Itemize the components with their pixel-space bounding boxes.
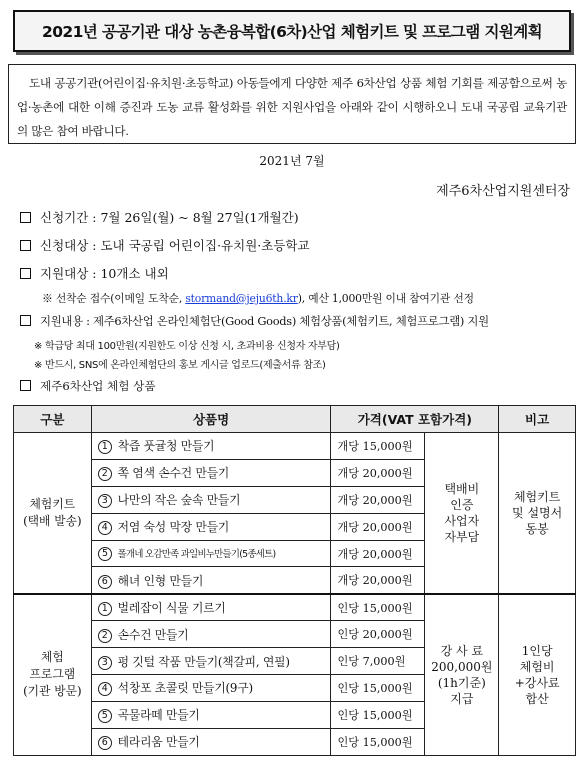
category-line: (택배 발송) [23, 513, 82, 528]
target-text: 신청대상 : 도내 국공립 어린이집·유치원·초등학교 [40, 238, 310, 253]
shipping-fee-line: 택배비 [444, 481, 480, 496]
remark-line: 1인당 [521, 643, 553, 658]
price-cell: 인당 15,000원 [331, 594, 425, 621]
category-line: 체험키트 [29, 496, 76, 511]
scale-note-suffix: ), 예산 1,000만원 이내 참여기관 선정 [297, 292, 474, 305]
remark-line: 합산 [525, 691, 549, 706]
item-number-badge: 5 [98, 547, 112, 561]
price-cell: 개당 20,000원 [331, 567, 425, 594]
price-cell: 인당 20,000원 [331, 621, 425, 648]
item-number-badge: 3 [98, 656, 112, 670]
product-name-cell [91, 567, 331, 594]
category-cell [14, 594, 92, 755]
price-cell: 개당 20,000원 [331, 513, 425, 540]
item-number-badge: 3 [98, 494, 112, 508]
product-name: 해녀 인형 만들기 [117, 573, 204, 588]
item-number-badge: 4 [98, 521, 112, 535]
table-header-row [14, 406, 576, 433]
shipping-fee-line: 200,000원 [431, 659, 493, 674]
document-title: 2021년 공공기관 대상 농촌융복합(6차)산업 체험키트 및 프로그램 지원계획 [13, 10, 571, 52]
product-name: 착즙 풋귤청 만들기 [117, 439, 215, 454]
item-number-badge: 1 [98, 440, 112, 454]
header-price: 가격(VAT 포함가격) [331, 406, 499, 433]
product-name-cell [91, 513, 331, 540]
content-note-2: ※ 반드시, SNS에 온라인체험단의 홍보 게시글 업로드(제출서류 참조) [34, 360, 326, 371]
scale-note [42, 291, 474, 306]
products-heading-text: 제주6차산업 체험 상품 [40, 379, 156, 393]
header-category: 구분 [14, 406, 92, 433]
item-number-badge: 5 [98, 709, 112, 723]
products-table [13, 405, 576, 756]
product-name-cell [91, 433, 331, 460]
header-remark: 비고 [499, 406, 576, 433]
content-item [20, 313, 489, 329]
content-note-1: ※ 학급당 최대 100만원(지원한도 이상 신청 시, 초과비용 신청자 자부담) [34, 341, 340, 352]
shipping-fee-line: (1h기준) [437, 675, 486, 690]
category-cell [14, 433, 92, 594]
product-name-cell [91, 459, 331, 486]
square-bullet-icon [20, 240, 31, 251]
category-line: 프로그램 [29, 667, 76, 682]
category-line: (기관 방문) [23, 684, 82, 699]
shipping-fee-line: 사업자 [444, 513, 480, 528]
square-bullet-icon [20, 380, 31, 391]
product-name-cell [91, 728, 331, 755]
product-name: 벌레잡이 식물 기르기 [117, 601, 226, 616]
square-bullet-icon [20, 268, 31, 279]
square-bullet-icon [20, 212, 31, 223]
table-row [14, 433, 576, 460]
period-text: 신청기간 : 7월 26일(월) ~ 8월 27일(1개월간) [40, 210, 299, 225]
contact-email-link[interactable]: stormand@jeju6th.kr [185, 292, 298, 305]
header-product-name: 상품명 [91, 406, 331, 433]
product-name-cell [91, 621, 331, 648]
product-name: 나만의 작은 숲속 만들기 [117, 493, 241, 508]
product-name-cell [91, 675, 331, 702]
item-number-badge: 6 [98, 736, 112, 750]
remark-line: 체험키트 [513, 489, 561, 504]
price-cell: 개당 20,000원 [331, 486, 425, 513]
product-name: 곡물라떼 만들기 [117, 708, 200, 723]
product-name: 저염 숙성 막장 만들기 [117, 520, 230, 535]
intro-paragraph: 도내 공공기관(어린이집·유치원·초등학교) 아동들에게 다양한 제주 6차산업 상품 체험 기회를 제공함으로써 농업·농촌에 대한 이해 증진과 도농 교류 활성화를 위한 지원사업을 아래와 같이 시행하오니 도내 국공립 교육기관의 많은 참여 바랍니다. [8, 64, 576, 144]
content-text: 지원내용 : 제주6차산업 온라인체험단(Good Goods) 체험상품(체험키트, 체험프로그램) 지원 [40, 314, 489, 328]
price-cell: 인당 15,000원 [331, 728, 425, 755]
remark-line: 체험비 [519, 659, 555, 674]
remark-line: +강사료 [514, 675, 560, 690]
shipping-fee-line: 지급 [450, 691, 474, 706]
price-cell: 인당 15,000원 [331, 675, 425, 702]
shipping-fee-line: 자부담 [444, 529, 480, 544]
item-number-badge: 1 [98, 602, 112, 616]
shipping-fee-cell [425, 433, 499, 594]
item-number-badge: 4 [98, 682, 112, 696]
product-name: 쪽 염색 손수건 만들기 [117, 466, 230, 481]
price-cell: 인당 7,000원 [331, 648, 425, 675]
price-cell: 개당 15,000원 [331, 433, 425, 460]
scale-item [20, 264, 169, 282]
scale-text: 지원대상 : 10개소 내외 [40, 266, 169, 281]
category-line: 체험 [40, 650, 64, 665]
product-name: 테라리움 만들기 [117, 735, 200, 750]
remark-line: 동봉 [525, 521, 549, 536]
square-bullet-icon [20, 315, 31, 326]
table-row [14, 594, 576, 621]
item-number-badge: 6 [98, 575, 112, 589]
product-name-cell [91, 540, 331, 567]
item-number-badge: 2 [98, 467, 112, 481]
shipping-fee-cell [425, 594, 499, 755]
scale-note-prefix: ※ 선착순 접수(이메일 도착순, [42, 292, 183, 305]
price-cell: 인당 15,000원 [331, 701, 425, 728]
issuing-organization: 제주6차산업지원센터장 [436, 184, 570, 199]
document-date: 2021년 7월 [259, 154, 325, 168]
item-number-badge: 2 [98, 629, 112, 643]
product-name-cell [91, 594, 331, 621]
period-item [20, 208, 299, 226]
product-name: 석창포 초콜릿 만들기(9구) [117, 681, 253, 696]
price-cell: 개당 20,000원 [331, 459, 425, 486]
shipping-fee-line: 인증 [450, 497, 474, 512]
product-name-cell [91, 648, 331, 675]
product-name-cell [91, 701, 331, 728]
product-name-cell [91, 486, 331, 513]
remark-cell [499, 594, 576, 755]
shipping-fee-line: 강 사 료 [440, 643, 484, 658]
products-heading [20, 378, 156, 394]
target-item [20, 236, 310, 254]
product-name: 펑 깃털 작품 만들기(책갈피, 연필) [117, 654, 290, 669]
price-cell: 개당 20,000원 [331, 540, 425, 567]
product-name: 폴개네 오감만족 과일비누만들기(5종세트) [117, 549, 276, 560]
product-name: 손수건 만들기 [117, 627, 189, 642]
remark-cell [499, 433, 576, 594]
remark-line: 및 설명서 [512, 505, 563, 520]
